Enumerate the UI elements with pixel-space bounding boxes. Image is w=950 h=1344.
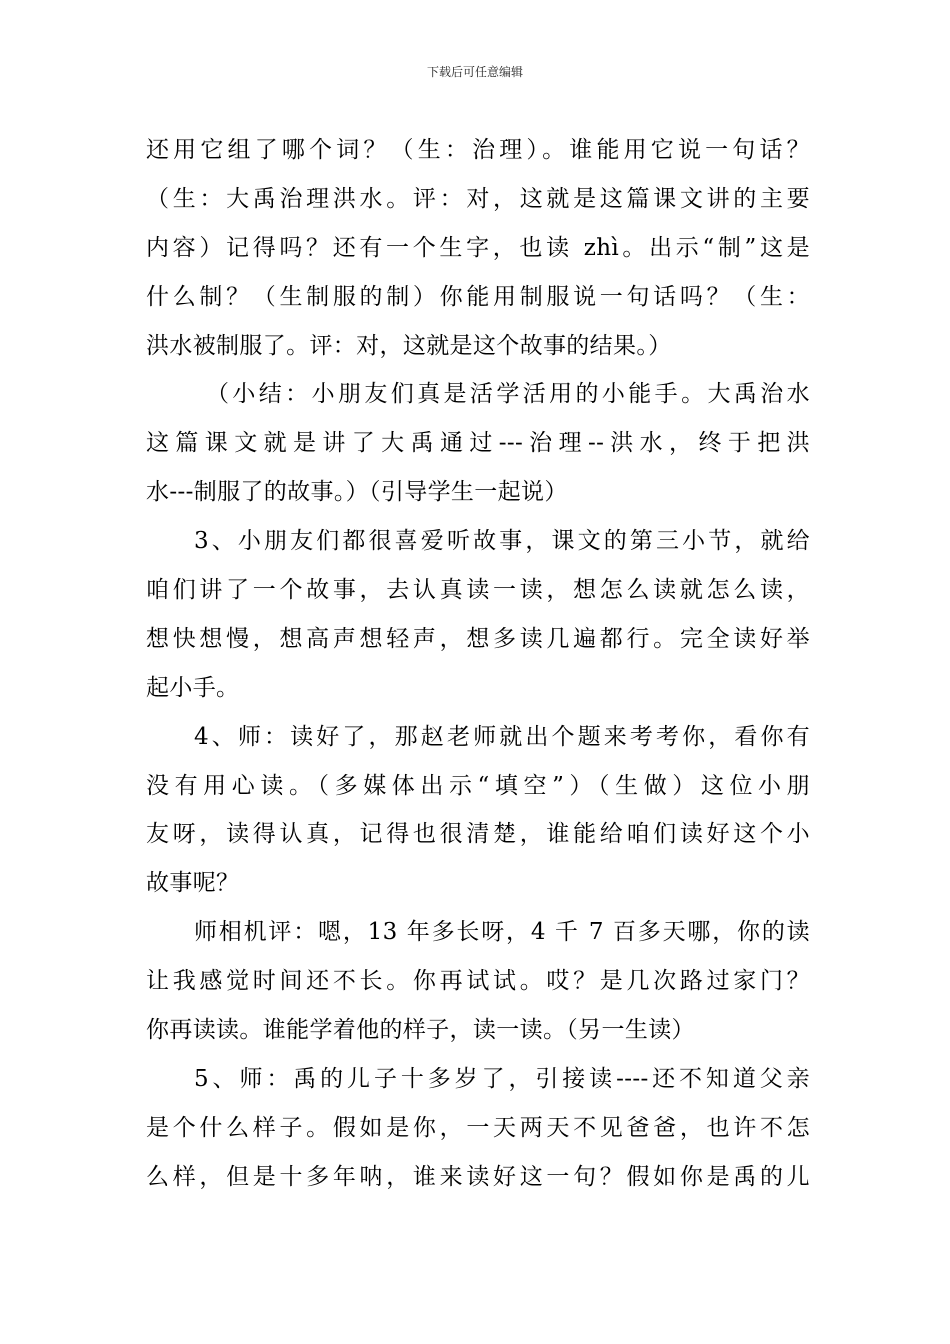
text-line: （生：大禹治理洪水。评：对，这就是这篇课文讲的主要 [146,185,810,212]
text-line: 是个什么样子。假如是你，一天两天不见爸爸，也许不怎 [146,1114,810,1141]
text-line: 3、小朋友们都很喜爱听故事，课文的第三小节，就给 [194,528,810,555]
text-line: 想快想慢，想高声想轻声，想多读几遍都行。完全读好举 [146,625,810,652]
text-line: 没有用心读。（多媒体出示“填空”）（生做）这位小朋 [146,772,810,799]
text-line: 咱们讲了一个故事，去认真读一读，想怎么读就怎么读， [146,577,810,604]
text-line: 让我感觉时间还不长。你再试试。哎？是几次路过家门？ [146,968,810,995]
text-line: 这篇课文就是讲了大禹通过---治理--洪水，终于把洪 [146,430,810,457]
text-line: 你再读读。谁能学着他的样子，读一读。（另一生读） [146,1017,695,1044]
text-line: 师相机评：嗯，13 年多长呀，4 千 7 百多天哪，你的读 [194,919,810,946]
text-line: 4、师：读好了，那赵老师就出个题来考考你，看你有 [194,723,810,750]
page-header: 下载后可任意编辑 [426,65,523,79]
text-line: 友呀，读得认真，记得也很清楚，谁能给咱们读好这个小 [146,821,810,848]
text-line: （小结：小朋友们真是活学活用的小能手。大禹治水 [206,381,810,408]
text-line: 洪水被制服了。评：对，这就是这个故事的结果。） [146,332,672,359]
text-line: 么样，但是十多年呐，谁来读好这一句？假如你是禹的儿 [146,1163,810,1190]
text-line: 水---制服了的故事。）（引导学生一起说） [146,479,568,506]
text-line: 起小手。 [146,674,240,701]
text-line: 故事呢？ [146,870,240,897]
text-line: 什么制？（生制服的制）你能用制服说一句话吗？（生： [146,283,810,310]
document-body [146,126,810,1202]
text-line: 还用它组了哪个词？（生：治理）。谁能用它说一句话？ [146,137,810,163]
text-line: 5、师：禹的儿子十多岁了，引接读----还不知道父亲 [194,1065,810,1092]
text-line: 内容）记得吗？还有一个生字，也读 zhì。出示“制”这是 [146,234,810,261]
